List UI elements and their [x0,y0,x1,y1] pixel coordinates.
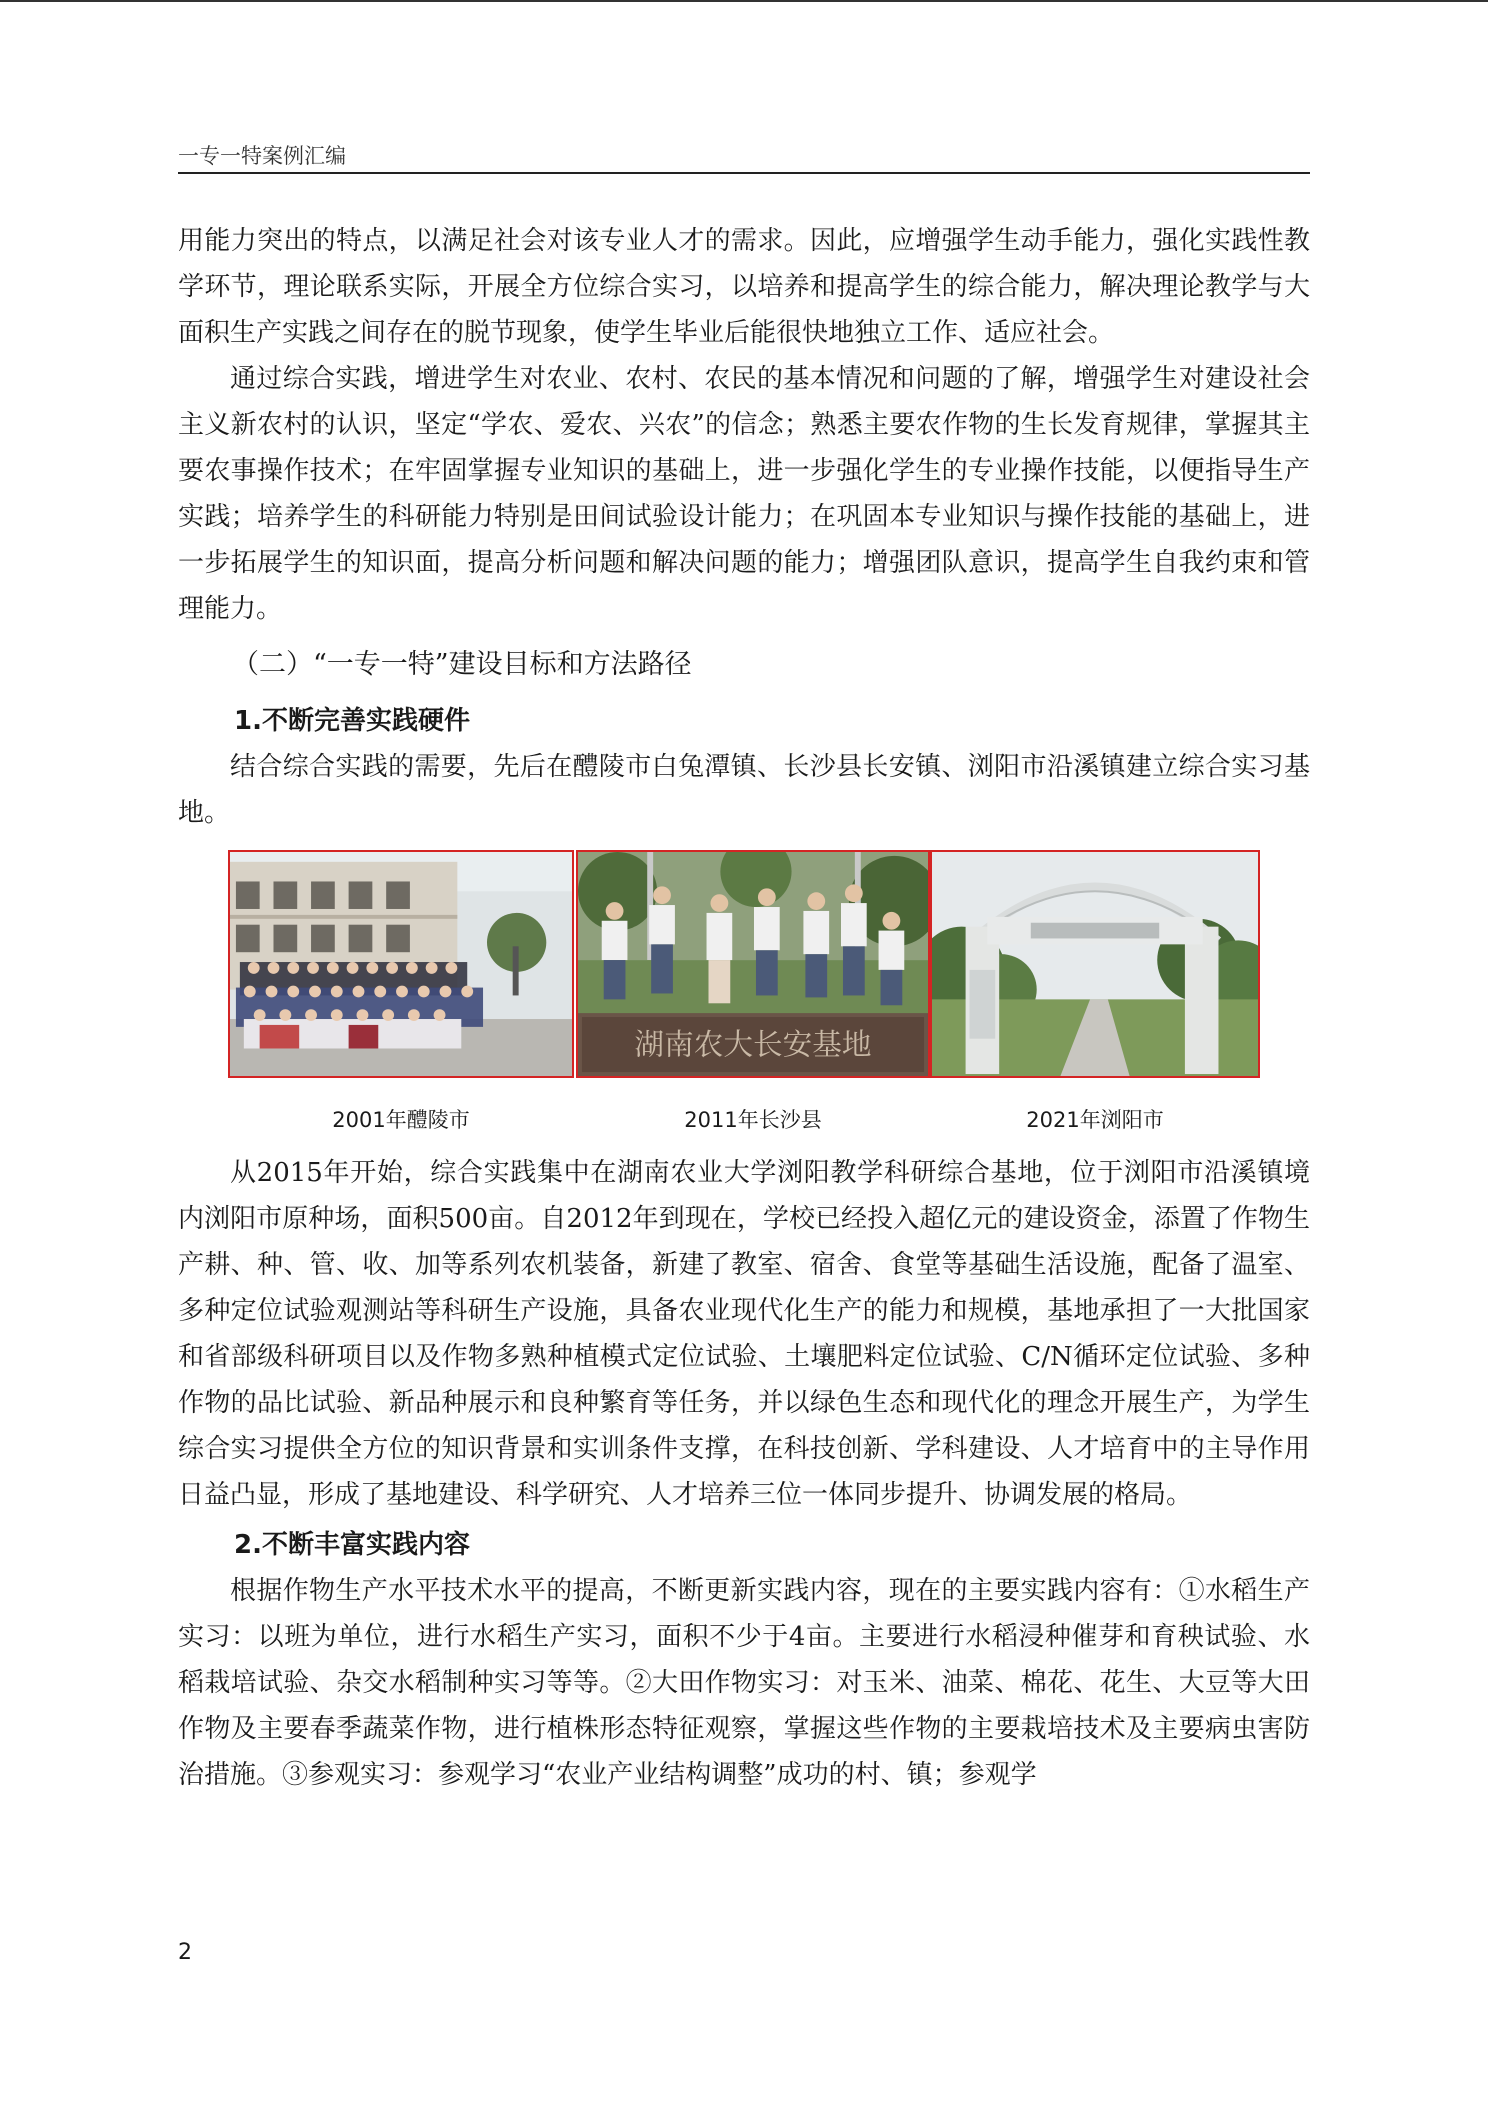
page-number: 2 [178,1940,192,1965]
header-rule [178,172,1310,174]
photo-strip [178,850,1310,1150]
photo-2001-liling [228,850,574,1078]
running-title: 一专一特案例汇编 [178,144,346,168]
subheading-hardware: 1.不断完善实践硬件 [234,706,470,736]
base-gate-image [932,852,1258,1076]
main-content [178,218,1310,1798]
caption-2021: 2021年浏阳市 [1026,1108,1164,1132]
page-top-border [0,0,1488,2]
group-photo-image [230,852,572,1076]
caption-2011: 2011年长沙县 [684,1108,822,1132]
paragraph-1: 用能力突出的特点，以满足社会对该专业人才的需求。因此，应增强学生动手能力，强化实践性教学环节，理论联系实际，开展全方位综合实习，以培养和提高学生的综合能力，解决理论教学与大面积生产实践之间存在的脱节现象，使学生毕业后能很快地独立工作、适应社会。 [178,226,1310,348]
paragraph-3: 结合综合实践的需要，先后在醴陵市白兔潭镇、长沙县长安镇、浏阳市沿溪镇建立综合实习基地。 [178,752,1310,828]
photo-2011-changsha [576,850,930,1078]
jumping-students-image [578,852,928,1076]
paragraph-5: 根据作物生产水平技术水平的提高，不断更新实践内容，现在的主要实践内容有：①水稻生产实习：以班为单位，进行水稻生产实习，面积不少于4亩。主要进行水稻浸种催芽和育秧试验、水稻栽培试验、杂交水稻制种实习等等。②大田作物实习：对玉米、油菜、棉花、花生、大豆等大田作物及主要春季蔬菜作物，进行植株形态特征观察，掌握这些作物的主要栽培技术及主要病虫害防治措施。③参观实习：参观学习“农业产业结构调整”成功的村、镇；参观学 [178,1576,1310,1790]
section-heading: （二）“一专一特”建设目标和方法路径 [232,649,692,680]
subheading-content: 2.不断丰富实践内容 [234,1530,470,1560]
photo-2021-liuyang [930,850,1260,1078]
paragraph-4: 从2015年开始，综合实践集中在湖南农业大学浏阳教学科研综合基地，位于浏阳市沿溪镇境内浏阳市原种场，面积500亩。自2012年到现在，学校已经投入超亿元的建设资金，添置了作物生产耕、种、管、收、加等系列农机装备，新建了教室、宿舍、食堂等基础生活设施，配备了温室、多种定位试验观测站等科研生产设施，具备农业现代化生产的能力和规模，基地承担了一大批国家和省部级科研项目以及作物多熟种植模式定位试验、土壤肥料定位试验、C/N循环定位试验、多种作物的品比试验、新品种展示和良种繁育等任务，并以绿色生态和现代化的理念开展生产，为学生综合实习提供全方位的知识背景和实训条件支撑，在科技创新、学科建设、人才培育中的主导作用日益凸显，形成了基地建设、科学研究、人才培养三位一体同步提升、协调发展的格局。 [178,1158,1310,1510]
caption-2001: 2001年醴陵市 [332,1108,470,1132]
base-sign-text: 湖南农大长安基地 [634,1027,872,1062]
paragraph-2: 通过综合实践，增进学生对农业、农村、农民的基本情况和问题的了解，增强学生对建设社会主义新农村的认识，坚定“学农、爱农、兴农”的信念；熟悉主要农作物的生长发育规律，掌握其主要农事操作技术；在牢固掌握专业知识的基础上，进一步强化学生的专业操作技能，以便指导生产实践；培养学生的科研能力特别是田间试验设计能力；在巩固本专业知识与操作技能的基础上，进一步拓展学生的知识面，提高分析问题和解决问题的能力；增强团队意识，提高学生自我约束和管理能力。 [178,364,1310,624]
